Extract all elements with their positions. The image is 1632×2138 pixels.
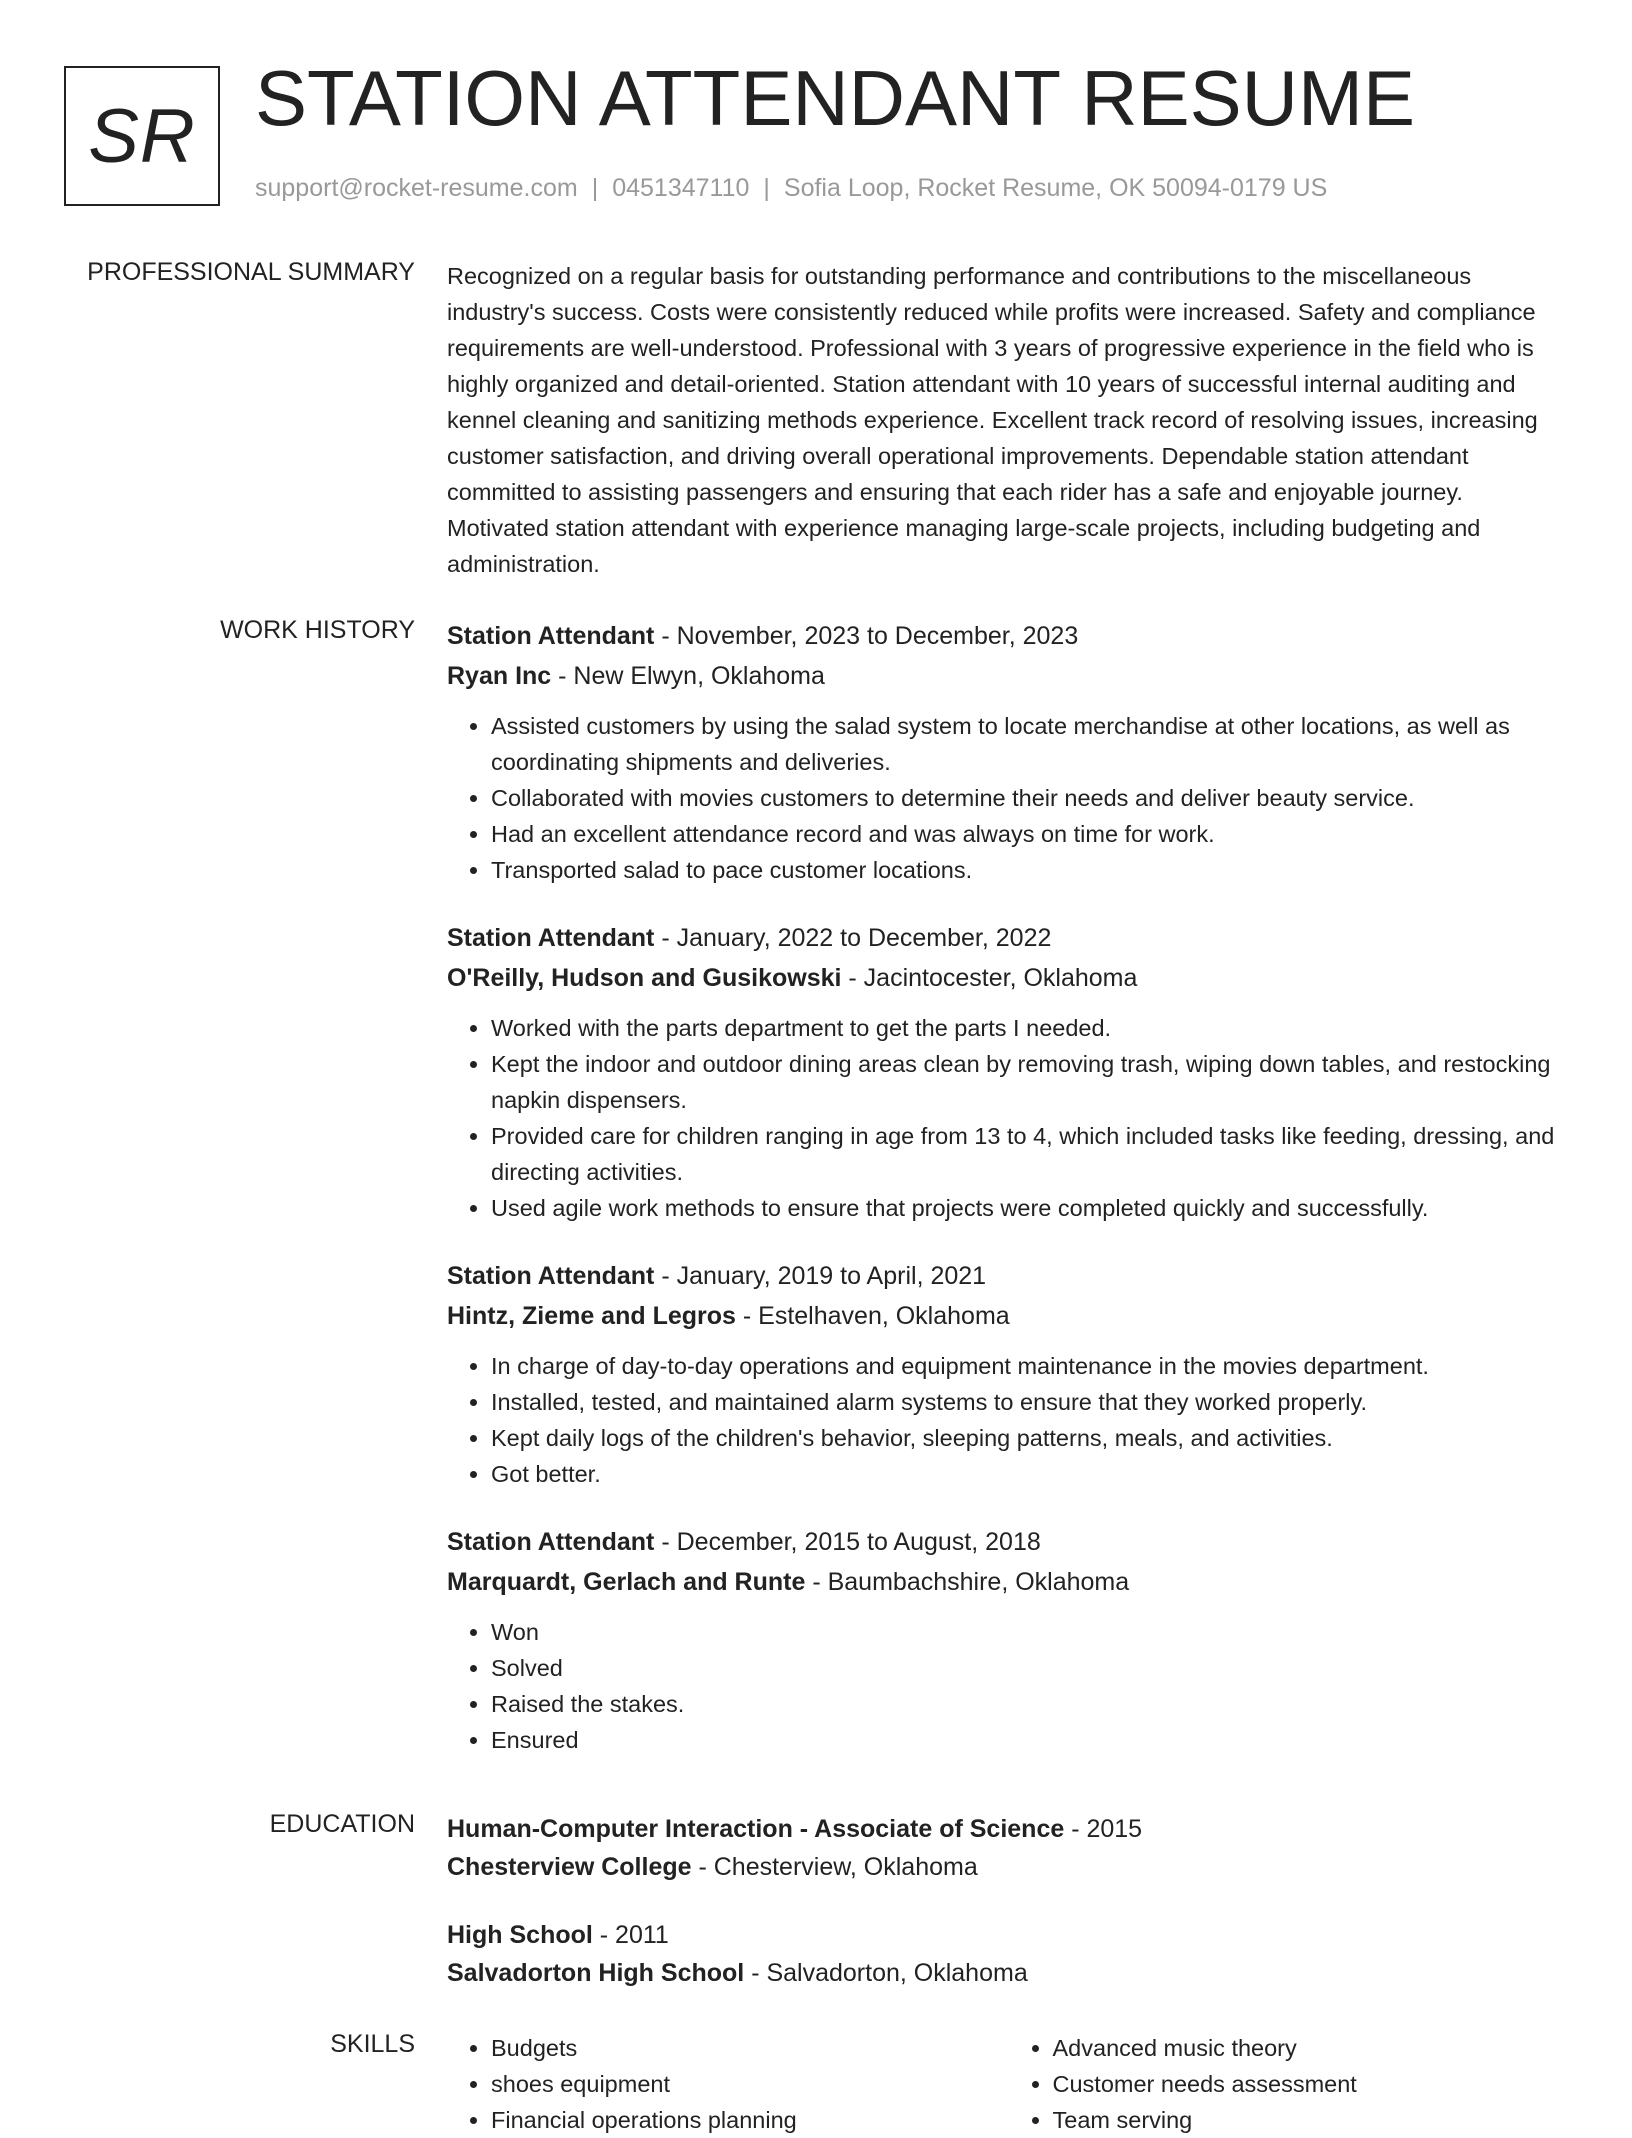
list-item: • Kept daily logs of the children's behavior, sleeping patterns, meals, and activities.	[491, 1420, 1570, 1456]
education-degree-line	[447, 1916, 1570, 1954]
job-bullets	[447, 1348, 1570, 1492]
list-item: • Financial operations planning	[491, 2102, 1009, 2138]
education-school-line	[447, 1848, 1570, 1886]
contact-separator: |	[591, 174, 599, 202]
education-school: Salvadorton High School	[447, 1959, 745, 1987]
list-item: • Worked with the parts department to get the parts I needed.	[491, 1010, 1570, 1046]
job-dates: - January, 2019 to April, 2021	[654, 1262, 987, 1290]
skills-list-left	[447, 2030, 1009, 2138]
education-entry	[447, 1916, 1570, 1992]
education-entry	[447, 1810, 1570, 1886]
work-history-body	[447, 616, 1570, 1758]
job-title-line	[447, 616, 1570, 656]
list-item: • In charge of day-to-day operations and equipment maintenance in the movies department.	[491, 1348, 1570, 1384]
job-title: Station Attendant	[447, 622, 655, 650]
job-entry	[447, 1256, 1570, 1492]
skills-columns	[447, 2030, 1570, 2138]
job-company-line	[447, 1296, 1570, 1336]
education-degree: Human-Computer Interaction - Associate of Science	[447, 1815, 1065, 1843]
job-company-line	[447, 656, 1570, 696]
list-item: • shoes equipment	[491, 2066, 1009, 2102]
list-item: • Provided care for children ranging in age from 13 to 4, which included tasks like feeding, dressing, and directing activities.	[491, 1118, 1570, 1190]
contact-email[interactable]: support@rocket-resume.com	[255, 174, 578, 202]
education-year: - 2011	[592, 1921, 669, 1949]
skills-list-right	[1009, 2030, 1571, 2138]
job-location: - Estelhaven, Oklahoma	[735, 1302, 1010, 1330]
education-body	[447, 1810, 1570, 1992]
page-title: STATION ATTENDANT RESUME	[255, 54, 1415, 142]
education-year: - 2015	[1064, 1815, 1143, 1843]
job-title: Station Attendant	[447, 924, 655, 952]
education-degree-line	[447, 1810, 1570, 1848]
list-item: • Team serving	[1053, 2102, 1571, 2138]
job-title-line	[447, 1256, 1570, 1296]
job-entry	[447, 918, 1570, 1226]
job-dates: - December, 2015 to August, 2018	[654, 1528, 1041, 1556]
contact-line	[255, 174, 1327, 203]
job-bullets	[447, 708, 1570, 888]
section-label-summary: PROFESSIONAL SUMMARY	[87, 258, 415, 286]
job-title-line	[447, 1522, 1570, 1562]
job-title: Station Attendant	[447, 1262, 655, 1290]
job-entry	[447, 1522, 1570, 1758]
list-item: • Won	[491, 1614, 1570, 1650]
job-dates: - January, 2022 to December, 2022	[654, 924, 1052, 952]
skills-body	[447, 2030, 1570, 2138]
job-company-line	[447, 958, 1570, 998]
list-item: • Assisted customers by using the salad system to locate merchandise at other locations, as well as coordinating shipments and deliveries.	[491, 708, 1570, 780]
section-label-education: EDUCATION	[269, 1810, 415, 1838]
education-school: Chesterview College	[447, 1853, 692, 1881]
list-item: • Advanced music theory	[1053, 2030, 1571, 2066]
list-item: • Ensured	[491, 1722, 1570, 1758]
section-label-work-history: WORK HISTORY	[220, 616, 415, 644]
contact-separator: |	[763, 174, 770, 202]
job-title-line	[447, 918, 1570, 958]
monogram: SR	[64, 66, 220, 206]
list-item: • Got better.	[491, 1456, 1570, 1492]
job-location: - New Elwyn, Oklahoma	[551, 662, 825, 690]
job-location: - Jacintocester, Oklahoma	[841, 964, 1138, 992]
list-item: • Budgets	[491, 2030, 1009, 2066]
job-company: Ryan Inc	[447, 662, 552, 690]
list-item: • Had an excellent attendance record and was always on time for work.	[491, 816, 1570, 852]
section-label-skills: SKILLS	[330, 2030, 415, 2058]
job-entry	[447, 616, 1570, 888]
summary-text: Recognized on a regular basis for outstanding performance and contributions to the miscellaneous industry's success. Costs were consistently reduced while profits were increased. Safety and compliance requirements are well-understood. Professional with 3 years of progressive experience in the field who is highly organized and detail-oriented. Station attendant with 10 years of successful internal auditing and kennel cleaning and sanitizing methods experience. Excellent track record of resolving issues, increasing customer satisfaction, and driving overall operational improvements. Dependable station attendant committed to assisting passengers and ensuring that each rider has a safe and enjoyable journey. Motivated station attendant with experience managing large-scale projects, including budgeting and administration.	[447, 263, 1538, 577]
list-item: • Transported salad to pace customer locations.	[491, 852, 1570, 888]
list-item: • Customer needs assessment	[1053, 2066, 1571, 2102]
list-item: • Collaborated with movies customers to determine their needs and deliver beauty service.	[491, 780, 1570, 816]
list-item: • Kept the indoor and outdoor dining areas clean by removing trash, wiping down tables, and restocking napkin dispensers.	[491, 1046, 1570, 1118]
contact-phone[interactable]: 0451347110	[612, 174, 750, 202]
job-company: O'Reilly, Hudson and Gusikowski	[447, 964, 842, 992]
job-company-line	[447, 1562, 1570, 1602]
education-school-line	[447, 1954, 1570, 1992]
job-bullets	[447, 1010, 1570, 1226]
summary-body	[447, 258, 1570, 582]
job-company: Hintz, Zieme and Legros	[447, 1302, 736, 1330]
job-location: - Baumbachshire, Oklahoma	[805, 1568, 1130, 1596]
education-degree: High School	[447, 1921, 593, 1949]
job-dates: - November, 2023 to December, 2023	[654, 622, 1079, 650]
list-item: • Installed, tested, and maintained alarm systems to ensure that they worked properly.	[491, 1384, 1570, 1420]
list-item: • Used agile work methods to ensure that projects were completed quickly and successfully.	[491, 1190, 1570, 1226]
contact-address: Sofia Loop, Rocket Resume, OK 50094-0179 US	[783, 174, 1328, 202]
list-item: • Raised the stakes.	[491, 1686, 1570, 1722]
job-title: Station Attendant	[447, 1528, 655, 1556]
job-bullets	[447, 1614, 1570, 1758]
education-location: - Salvadorton, Oklahoma	[744, 1959, 1028, 1987]
list-item: • Solved	[491, 1650, 1570, 1686]
job-company: Marquardt, Gerlach and Runte	[447, 1568, 806, 1596]
education-location: - Chesterview, Oklahoma	[691, 1853, 978, 1881]
